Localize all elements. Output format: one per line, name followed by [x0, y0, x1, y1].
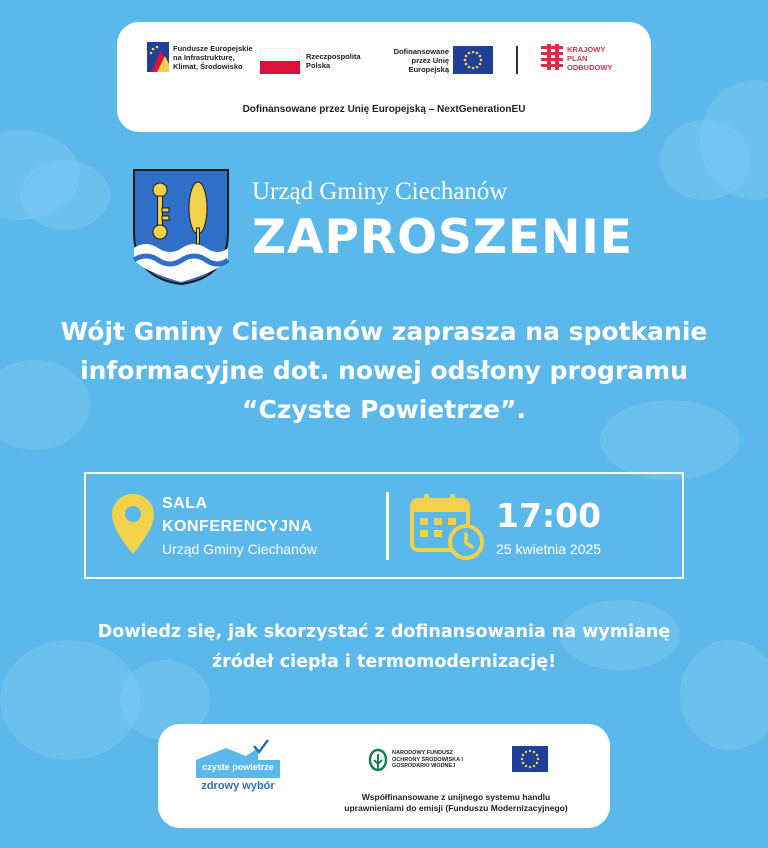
funding-caption: Dofinansowane przez Unię Europejską – NextGenerationEU — [242, 104, 526, 115]
nfos-logo — [368, 748, 482, 772]
caption-line: Współfinansowane z unijnego systemu handlu — [361, 792, 551, 802]
kpo-label: KRAJOWY PLAN ODBUDOWY — [567, 44, 613, 72]
venue-line: KONFERENCYJNA — [162, 518, 313, 535]
venue-name — [162, 492, 362, 538]
page-title: ZAPROSZENIE — [252, 210, 634, 265]
fe-logo — [147, 42, 261, 72]
fe-label: Fundusze Europejskie na Infrastrukturę, Klimat, Środowisko — [173, 43, 253, 71]
cta-line: Dowiedz się, jak skorzystać z dofinansowania na wymianę — [97, 622, 671, 642]
cloud-decoration — [20, 160, 110, 230]
rp-logo — [260, 48, 362, 74]
calendar-clock-icon — [410, 492, 488, 562]
eu-flag-icon — [512, 746, 548, 772]
kpo-icon — [541, 44, 563, 72]
nfos-label: NARODOWY FUNDUSZ OCHRONY ŚRODOWISKA I GOSPODARKI WODNEJ — [392, 750, 463, 770]
poland-flag-icon — [260, 48, 300, 74]
nfos-icon — [368, 748, 388, 772]
location-pin-icon — [112, 494, 154, 554]
venue-line: SALA — [162, 495, 208, 512]
lead-line: “Czyste Powietrze”. — [242, 395, 526, 424]
invitation-lead — [20, 312, 748, 429]
event-date: 25 kwietnia 2025 — [496, 541, 602, 557]
funding-logos-card — [117, 22, 651, 132]
lead-line: informacyjne dot. nowej odsłony programu — [80, 356, 688, 385]
fe-flag-icon — [147, 42, 169, 72]
eu-flag-icon — [453, 46, 493, 74]
caption-line: uprawnieniami do emisji (Funduszu Modernizacyjnego) — [344, 803, 568, 813]
call-to-action — [20, 617, 748, 677]
cofinancing-card — [158, 724, 610, 828]
kpo-logo — [541, 44, 623, 72]
event-info-box — [84, 472, 684, 579]
poster-header — [252, 178, 633, 265]
venue-address: Urząd Gminy Ciechanów — [162, 541, 317, 557]
info-divider — [386, 492, 389, 560]
cp-line2: zdrowy wybór — [201, 780, 275, 792]
eu-logo — [373, 46, 493, 74]
cp-line1: czyste powietrze — [202, 762, 274, 772]
office-name: Urząd Gminy Ciechanów — [252, 178, 508, 205]
logo-separator — [516, 46, 518, 74]
lead-line: Wójt Gminy Ciechanów zaprasza na spotkanie — [60, 317, 708, 346]
cta-line: źródeł ciepła i termomodernizację! — [211, 652, 557, 672]
ue-label: Dofinansowane przez Unię Europejską — [393, 46, 449, 74]
rp-label: Rzeczpospolita Polska — [306, 52, 361, 70]
cofinancing-caption — [326, 792, 586, 814]
coat-of-arms-logo — [132, 168, 230, 286]
event-time: 17:00 — [496, 496, 602, 535]
